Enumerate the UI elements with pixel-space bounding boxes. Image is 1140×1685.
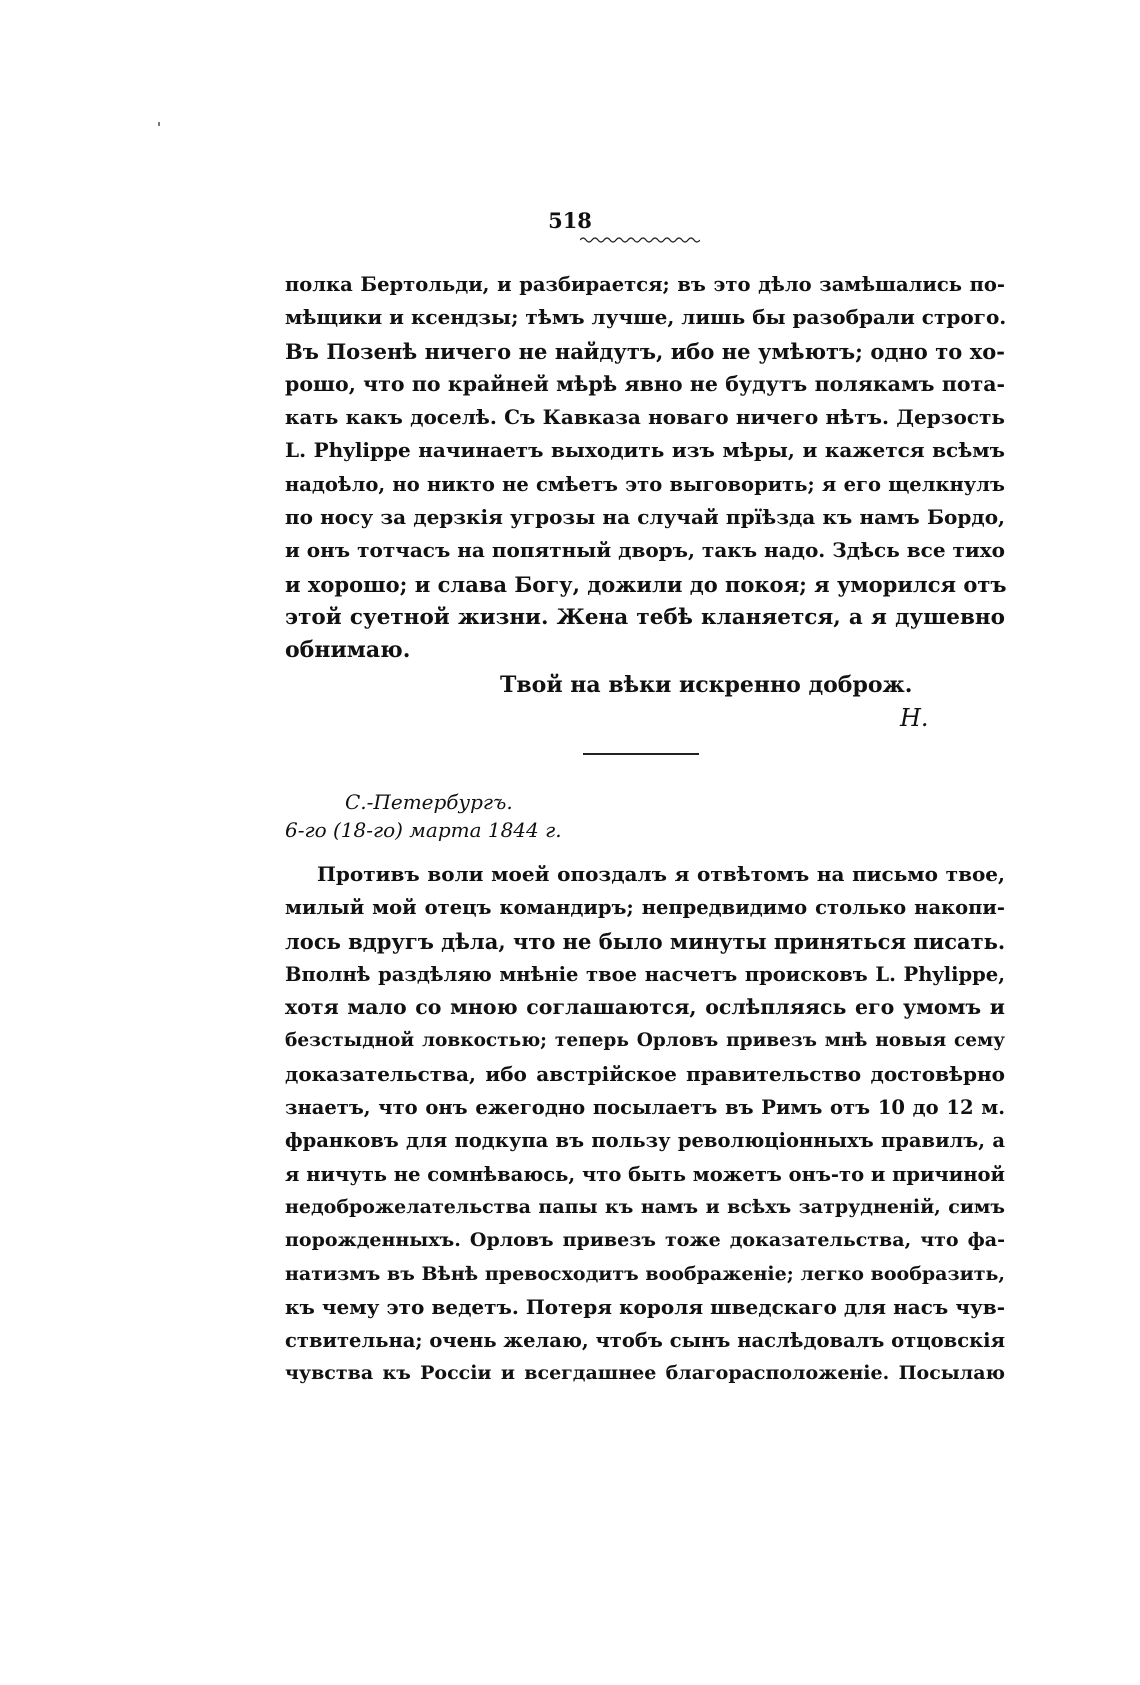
text-line: милый мой отецъ командиръ; непредвидимо столько накопи- — [285, 896, 1005, 920]
text-line: ствительна; очень желаю, чтобъ сынъ наслѣдовалъ отцовскія — [285, 1329, 1005, 1353]
text-line: знаетъ, что онъ ежегодно посылаетъ въ Римъ отъ 10 до 12 м. — [285, 1096, 1005, 1120]
text-line: франковъ для подкупа въ пользу революціонныхъ правилъ, а — [285, 1129, 1005, 1153]
letter-1-body — [285, 268, 1005, 668]
text-line: по носу за дерзкія угрозы на случай прїѣзда къ намъ Бордо, — [285, 505, 1005, 530]
text-line: доказательства, ибо австрійское правительство достовѣрно — [285, 1061, 1005, 1086]
text-line: обнимаю. — [285, 637, 411, 664]
text-line: порожденныхъ. Орловъ привезъ тоже доказательства, что фа- — [285, 1229, 1005, 1252]
letter-2-date: 6-го (18-го) марта 1844 г. — [285, 818, 562, 842]
text-line: лось вдругъ дѣла, что не было минуты приняться писать. — [285, 928, 1006, 954]
letter-1-closing: Твой на вѣки искренно доброж. — [500, 672, 913, 698]
letter-1-signature: Н. — [900, 704, 929, 732]
text-line: недоброжелательства папы къ намъ и всѣхъ затрудненій, симъ — [285, 1195, 1005, 1218]
text-line: кать какъ доселѣ. Съ Кавказа новаго ничего нѣтъ. Дерзость — [285, 405, 1005, 430]
text-line: Въ Позенѣ ничего не найдутъ, ибо не умѣютъ; одно то хо- — [285, 338, 1005, 364]
text-line: безстыдной ловкостью; теперь Орловъ привезъ мнѣ новыя сему — [285, 1030, 1005, 1052]
page-number: 518 — [548, 208, 592, 233]
text-line: чувства къ Россіи и всегдашнее благорасположеніе. Посылаю — [285, 1362, 1005, 1385]
text-line: Вполнѣ раздѣляю мнѣніе твое насчетъ происковъ L. Phylippe, — [285, 962, 1005, 986]
letter-2-body — [285, 858, 1005, 1391]
text-line: и хорошо; и слава Богу, дожили до покоя; я уморился отъ — [285, 571, 1007, 597]
section-divider — [583, 753, 699, 755]
text-line: натизмъ въ Вѣнѣ превосходитъ воображеніе; легко вообразить, — [285, 1262, 1005, 1285]
text-line: хотя мало со мною соглашаются, ослѣпляясь его умомъ и — [285, 995, 1005, 1020]
text-line: я ничуть не сомнѣваюсь, что быть можетъ онъ-то и причиной — [285, 1162, 1005, 1186]
text-line: этой суетной жизни. Жена тебѣ кланяется, а я душевно — [285, 604, 1005, 630]
wavy-rule-ornament — [580, 236, 700, 244]
text-line: полка Бертольди, и разбирается; въ это дѣло замѣшались по- — [285, 273, 1005, 296]
letter-2-place: С.-Петербургъ. — [345, 790, 513, 814]
text-line: Противъ воли моей опоздалъ я отвѣтомъ на письмо твое, — [317, 862, 1005, 886]
text-line: къ чему это ведетъ. Потеря короля шведскаго для насъ чув- — [285, 1294, 1005, 1319]
text-line: и онъ тотчасъ на попятный дворъ, такъ надо. Здѣсь все тихо — [285, 538, 1006, 563]
text-line: надоѣло, но никто не смѣетъ это выговорить; я его щелкнулъ — [285, 472, 1005, 496]
text-line: мѣщики и ксендзы; тѣмъ лучше, лишь бы разобрали строго. — [285, 305, 1007, 330]
text-line: L. Phylippe начинаетъ выходить изъ мѣры, и кажется всѣмъ — [285, 438, 1005, 463]
scan-speck — [158, 122, 160, 126]
text-line: рошо, что по крайней мѣрѣ явно не будутъ полякамъ пота- — [285, 371, 1005, 396]
